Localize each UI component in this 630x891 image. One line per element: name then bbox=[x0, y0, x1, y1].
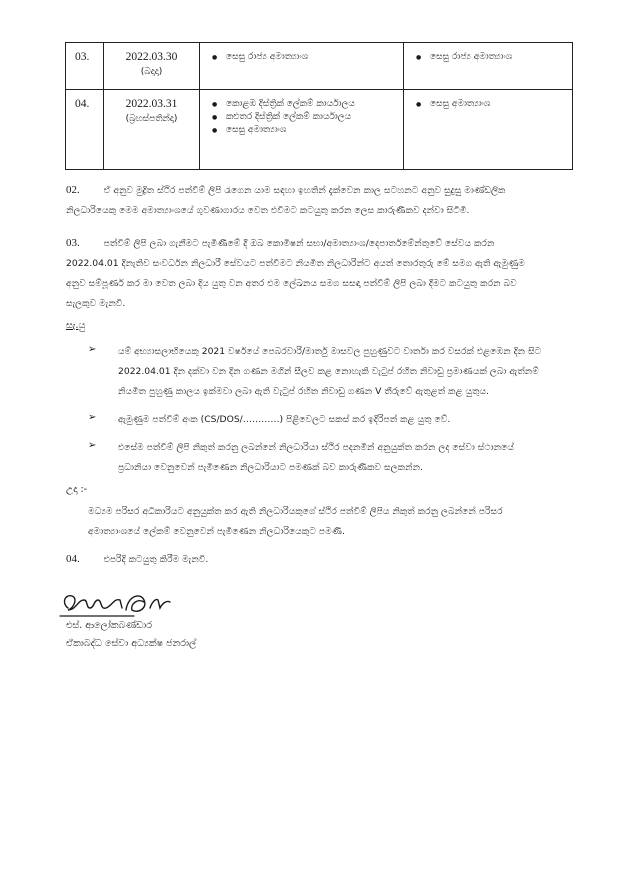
arrow-bullet-icon: ➢ bbox=[88, 440, 97, 451]
paragraph-text: එපරිදි කටයුතු කිරීම මැනවි. bbox=[103, 554, 209, 565]
paragraph-text: පත්වීම් ලිපි ලබා ගැනීමට පැමිණීමේ දී ඔබ කොමිෂන් සභා/අමාත්‍යාංශ/දෙපාර්තමේන්තුවේ සේවය කරන bbox=[103, 238, 495, 249]
list-item: ● සෙසු අමාත්‍යාංශ bbox=[212, 124, 403, 137]
office-list bbox=[404, 90, 572, 111]
paragraph-text: 2022.04.01 දිනැතිව සංවර්ධන නිලධාරී සේවයට පත්වීමට නියමිත නිලධාරින්ට අයත් තොරතුරු මේ සමග ඇති ඇමුණුම bbox=[66, 258, 525, 269]
paragraph-02 bbox=[66, 180, 576, 221]
office-list bbox=[404, 43, 572, 64]
note-heading: සැ.යු bbox=[66, 320, 86, 331]
signatory-name: එස්. ආලෝකබණ්ඩාර bbox=[66, 620, 152, 631]
note-item: යම් අභ්‍යාසලාභියෙකු 2021 වර්ෂයේ පෙබරවාරි/මාර්තු මාසවල පුහුණුවට වාර්තා කර වසරක් එළඹෙන දින සිට 2022.04.01 දින දක්වා වන දින ගණන මගින් සීලව කළ නොහැකි වැටුප් රහිත නිවාඩු ප්‍රමාණයක් ලබා ඇත්නම් නියමිත පුහුණු කාලය ඉක්මවා ලබා ඇති වැටුප් රහිත නිවාඩු ගණන V තීරුවේ ඇතුළත් කළ යුතුය. bbox=[118, 346, 542, 397]
example-heading: උදා :- bbox=[66, 484, 88, 495]
list-item: ● කළුතර දිස්ත්‍රික් ලේකම් කාර්යාලය bbox=[212, 111, 403, 124]
list-item: ● කොළඹ දිස්ත්‍රික් ලේකම් කාර්යාලය bbox=[212, 98, 403, 111]
schedule-table bbox=[65, 42, 573, 170]
table-row bbox=[66, 90, 573, 170]
arrow-bullet-icon: ➢ bbox=[88, 344, 97, 355]
signature-image bbox=[56, 586, 186, 622]
paragraph-text: අනුව සම්පූර්ණ කර මා වෙත ලබා දිය යුතු වන අතර එම ලේඛනය සමග සසඳා පත්වීම් ලිපි ලබා දීමට කටයුතු කරන බව bbox=[66, 278, 517, 289]
paragraph-number: 04. bbox=[66, 553, 80, 565]
list-item: ● සෙසු රාජ්‍ය අමාත්‍යාංශ bbox=[212, 51, 403, 64]
paragraph-text: නිලධාරියෙකු මෙම අමාත්‍යාංශයේ ගුවණාගාරය වෙත එවීමට කටයුතු කරන ලෙස කාරුණිකව දන්වා සිටිමි. bbox=[66, 205, 470, 216]
example-text: මධ්‍යම පරිසර අධිකාරියට අනුයුක්ත කර ඇති නිලධාරියකුගේ ස්ථිර පත්වීම් ලිපිය නිකුත් කරනු ලබන්නේ පරිසර අමාත්‍යාංශයේ ලේකම් වෙනුවෙන් පැමිණෙන නිලධාරියෙකුට පමණි. bbox=[88, 506, 503, 537]
paragraph-04 bbox=[66, 549, 576, 570]
note-item: එසේම පත්වීම් ලිපි නිකුත් කරනු ලබන්නේ නිලධාරියා ස්ථිර පදනමින් අනුයුක්ත කරන ලද සේවා ස්ථානයේ ප්‍රධානියා වෙනුවෙන් පැමිණෙන නිලධාරියාට පමණක් බව කාරුණිකව සලකන්න. bbox=[118, 442, 514, 473]
office-list bbox=[200, 90, 403, 137]
signatory-title: ඒකාබද්ධ සේවා අධ්‍යක්ෂ ජනරාල් bbox=[66, 638, 197, 649]
table-row bbox=[66, 43, 573, 90]
row-date: 2022.03.31 bbox=[125, 98, 178, 110]
row-day: (බදාදා) bbox=[140, 67, 163, 77]
paragraph-03 bbox=[66, 233, 576, 314]
note-item: ඇමුණුම පත්වීම් අංක (CS/DOS/…………) පිළිවෙලට සකස් කර ඉදිරිපත් කළ යුතු වේ. bbox=[118, 414, 451, 425]
office-list bbox=[200, 43, 403, 64]
paragraph-text: ඒ අනුව මුද්‍රිත ස්ථිර පත්වීම් ලිපි රැගෙන යාම සඳහා ඉහතින් දැක්වෙන කාල සටහනට අනුව සුදුසු මාණ්ඩලික bbox=[103, 185, 506, 196]
row-number: 04. bbox=[75, 98, 90, 110]
paragraph-number: 03. bbox=[66, 237, 80, 249]
list-item: ● සෙසු අමාත්‍යාංශ bbox=[416, 98, 572, 111]
list-item: ● සෙසු රාජ්‍ය අමාත්‍යාංශ bbox=[416, 51, 572, 64]
paragraph-text: සැලකුව මැනවි. bbox=[66, 298, 126, 309]
row-date: 2022.03.30 bbox=[125, 51, 178, 63]
arrow-bullet-icon: ➢ bbox=[88, 412, 97, 423]
row-number: 03. bbox=[75, 51, 90, 63]
paragraph-number: 02. bbox=[66, 184, 80, 196]
row-day: (බ්‍රහස්පතින්දා) bbox=[125, 114, 178, 124]
